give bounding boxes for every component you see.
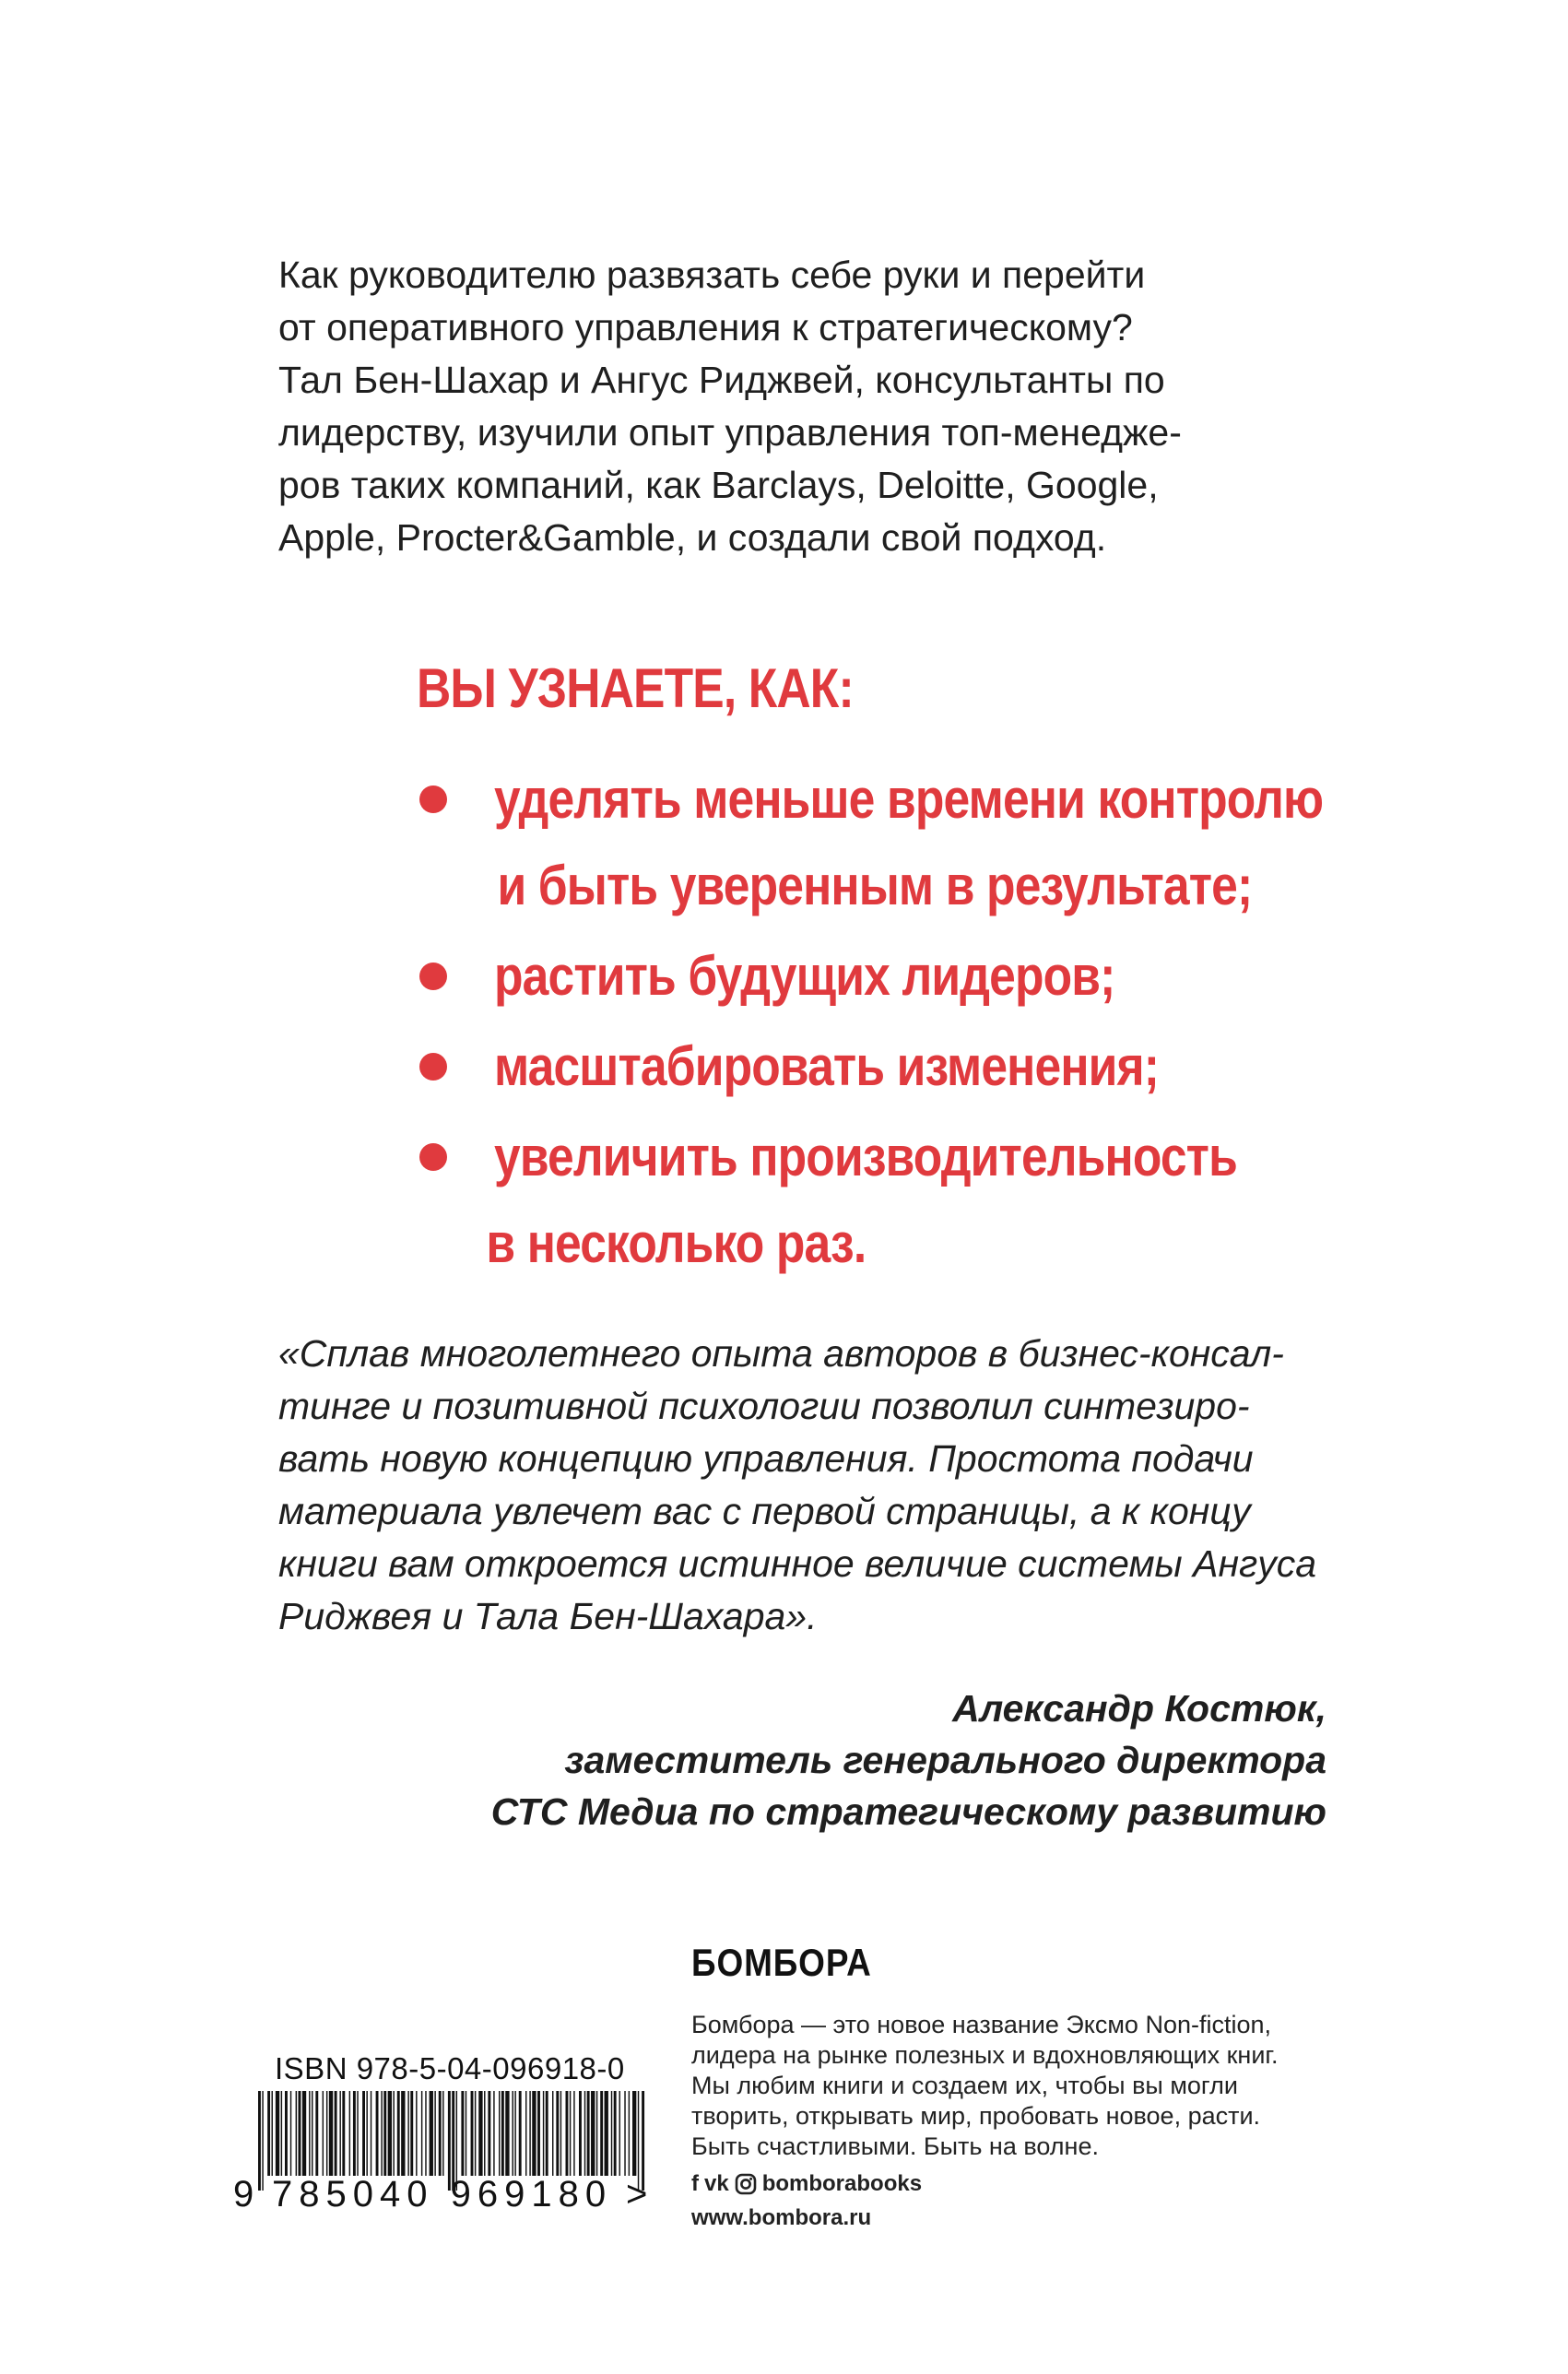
bullet-icon	[419, 785, 447, 813]
intro-line: от оперативного управления к стратегическому?	[278, 306, 1133, 348]
quote-line: книги вам откроется истинное величие системы Ангуса	[278, 1542, 1317, 1585]
list-item-line: растить будущих лидеров;	[494, 945, 1115, 1007]
list-item-text	[494, 756, 1323, 929]
list-item-line: в несколько раз.	[486, 1212, 867, 1274]
publisher-line: Быть счастливыми. Быть на волне.	[691, 2132, 1099, 2160]
list-item-text	[494, 933, 1114, 1020]
publisher-description	[691, 2010, 1355, 2162]
attribution-line: заместитель генерального директора	[564, 1739, 1326, 1781]
social-handle: bomborabooks	[761, 2171, 923, 2196]
list-item-line: и быть уверенным в результате;	[497, 855, 1253, 916]
attribution-line: СТС Медиа по стратегическому развитию	[490, 1790, 1326, 1833]
barcode-arrow: >	[626, 2174, 648, 2215]
attribution-line: Александр Костюк,	[952, 1687, 1326, 1730]
instagram-icon	[735, 2173, 757, 2195]
quote-line: тинге и позитивной психологии позволил синтезиро-	[278, 1385, 1250, 1427]
review-quote	[278, 1328, 1329, 1643]
publisher-logo: БОМБОРА	[691, 1941, 872, 1984]
bullet-icon	[419, 1143, 447, 1171]
bullet-icon	[419, 1053, 447, 1081]
intro-line: ров таких компаний, как Barclays, Deloitte, Google,	[278, 464, 1159, 506]
list-item-line: масштабировать изменения;	[494, 1035, 1160, 1097]
intro-line: Тал Бен-Шахар и Ангус Риджвей, консультанты по	[278, 359, 1165, 401]
bullet-icon	[419, 963, 447, 990]
publisher-line: Бомбора — это новое название Эксмо Non-fiction,	[691, 2011, 1272, 2038]
barcode-number: 785040 969180	[272, 2174, 613, 2215]
quote-line: материала увлечет вас с первой страницы, а к концу	[278, 1490, 1251, 1532]
publisher-line: творить, открывать мир, пробовать новое, расти.	[691, 2102, 1261, 2130]
quote-line: Риджвея и Тала Бен-Шахара».	[278, 1595, 818, 1637]
list-item-text	[494, 1023, 1159, 1110]
publisher-line: лидера на рынке полезных и вдохновляющих книг.	[691, 2041, 1279, 2069]
intro-line: лидерству, изучили опыт управления топ-менедже-	[278, 411, 1182, 454]
social-links	[691, 2171, 922, 2197]
intro-line: Apple, Procter&Gamble, и создали свой подход.	[278, 516, 1107, 559]
quote-attribution	[491, 1683, 1326, 1837]
list-item-line: уделять меньше времени контролю	[494, 768, 1324, 830]
learn-heading: ВЫ УЗНАЕТЕ, КАК:	[417, 657, 854, 719]
intro-line: Как руководителю развязать себе руки и перейти	[278, 254, 1146, 296]
barcode-first-digit: 9	[233, 2174, 261, 2215]
quote-line: вать новую концепцию управления. Простота подачи	[278, 1437, 1254, 1480]
facebook-icon: f	[691, 2171, 699, 2196]
list-item-line: увеличить производительность	[494, 1126, 1237, 1187]
isbn-label: ISBN 978-5-04-096918-0	[275, 2051, 625, 2085]
list-item-text	[486, 1114, 1237, 1287]
vk-icon: vk	[704, 2171, 729, 2196]
quote-line: «Сплав многолетнего опыта авторов в бизнес-консал-	[278, 1332, 1284, 1375]
publisher-line: Мы любим книги и создаем их, чтобы вы могли	[691, 2072, 1239, 2099]
intro-paragraph	[278, 249, 1329, 564]
website-link: www.bombora.ru	[691, 2205, 872, 2230]
